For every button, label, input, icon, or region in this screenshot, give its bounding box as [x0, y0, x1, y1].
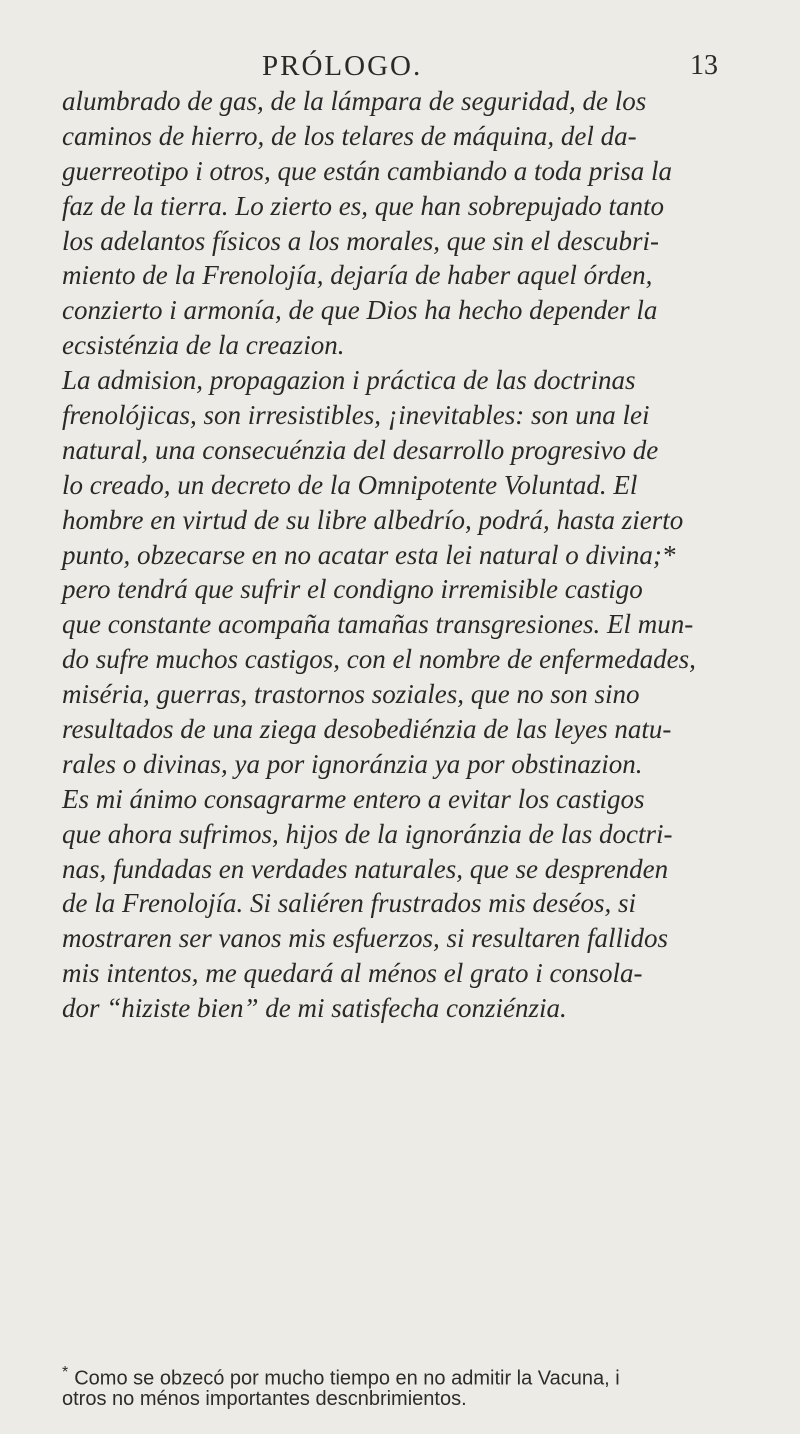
- text-line: conzierto i armonía, de que Dios ha hecho depender la: [62, 295, 658, 326]
- text-line: do sufre muchos castigos, con el nombre de enfermedades,: [62, 644, 696, 675]
- text-line: alumbrado de gas, de la lámpara de seguridad, de los: [62, 86, 647, 116]
- text-line: resultados de una ziega desobediénzia de las leyes natu-: [62, 714, 672, 745]
- text-line: mostraren ser vanos mis esfuerzos, si resultaren fallidos: [62, 923, 669, 954]
- text-line: dor “hiziste bien” de mi satisfecha conziénzia.: [62, 993, 567, 1024]
- text-line: pero tendrá que sufrir el condigno irremisible castigo: [62, 574, 643, 605]
- text-line: frenolójicas, son irresistibles, ¡inevitables: son una lei: [62, 400, 650, 431]
- text-line: lo creado, un decreto de la Omnipotente Voluntad. El: [62, 469, 638, 500]
- main-text: [62, 84, 752, 1026]
- text-line: mis intentos, me quedará al ménos el grato i consola-: [62, 958, 643, 989]
- running-title: PRÓLOGO.: [262, 50, 423, 82]
- text-line: Es mi ánimo consagrarme entero a evitar los castigos: [62, 783, 645, 814]
- text-line: hombre en virtud de su libre albedrío, podrá, hasta zierto: [62, 504, 684, 535]
- text-line: punto, obzecarse en no acatar esta lei natural o divina;*: [62, 539, 676, 570]
- text-line: ecsisténzia de la creazion.: [62, 330, 345, 361]
- page-number: 13: [690, 50, 718, 81]
- text-line: nas, fundadas en verdades naturales, que se desprenden: [62, 853, 669, 884]
- text-line: que constante acompaña tamañas transgresiones. El mun-: [62, 609, 694, 640]
- page-header: [0, 46, 800, 86]
- footnote-text: Como se obzecó por mucho tiempo en no admitir la Vacuna, i: [74, 1367, 620, 1390]
- text-line: faz de la tierra. Lo zierto es, que han sobrepujado tanto: [62, 190, 664, 221]
- text-line: guerreotipo i otros, que están cambiando a toda prisa la: [62, 155, 672, 186]
- text-line: que ahora sufrimos, hijos de la ignoránzia de las doctri-: [62, 818, 673, 849]
- text-line: La admision, propagazion i práctica de las doctrinas: [62, 365, 636, 396]
- footnote-line: otros no ménos importantes descnbrimientos.: [62, 1388, 467, 1410]
- footnote-line: [62, 1360, 762, 1390]
- text-line: los adelantos físicos a los morales, que sin el descubri-: [62, 225, 659, 256]
- text-line: caminos de hierro, de los telares de máquina, del da-: [62, 120, 637, 151]
- text-line: rales o divinas, ya por ignoránzia ya por obstinazion.: [62, 748, 643, 779]
- text-line: natural, una consecuénzia del desarrollo progresivo de: [62, 434, 659, 465]
- text-line: miento de la Frenolojía, dejaría de haber aquel órden,: [62, 260, 653, 291]
- footnote: [62, 1360, 762, 1412]
- text-line: de la Frenolojía. Si saliéren frustrados mis deséos, si: [62, 888, 636, 919]
- text-line: miséria, guerras, trastornos soziales, que no son sino: [62, 679, 640, 710]
- footnote-marker: *: [62, 1364, 69, 1381]
